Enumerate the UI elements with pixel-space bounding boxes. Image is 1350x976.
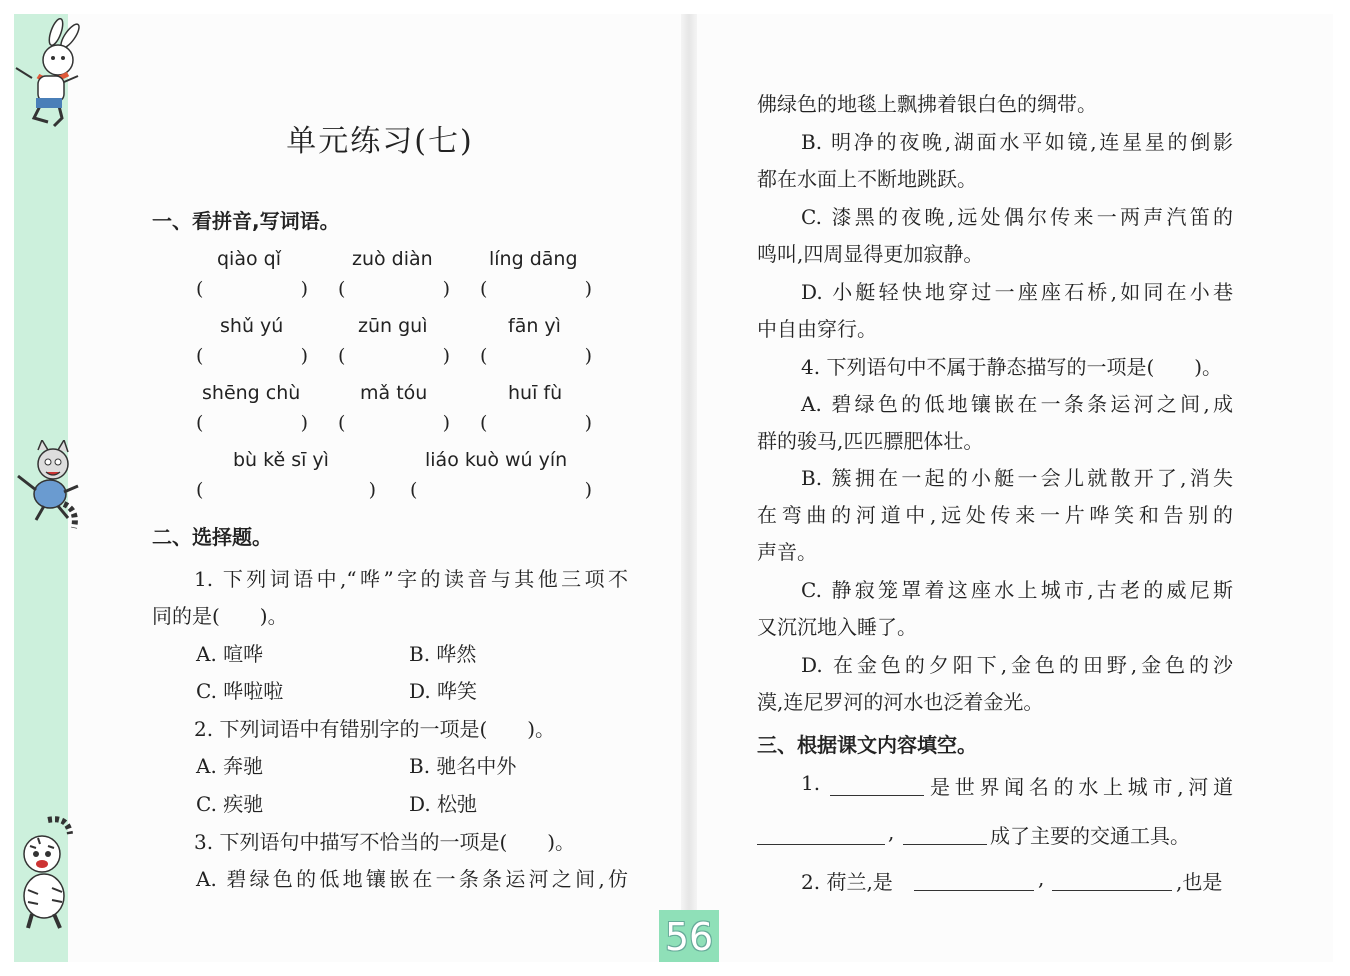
s3-q1-number: 1. — [801, 771, 821, 795]
page-title: 单元练习(七) — [286, 124, 474, 159]
q4-option-b-cont2: 声音。 — [757, 540, 817, 564]
q3-option-c-cont: 鸣叫,四周显得更加寂静。 — [757, 242, 984, 266]
q4-option-d-cont: 漠,连尼罗河的河水也泛着金光。 — [757, 690, 1044, 714]
pinyin-item: mǎ tóu — [360, 382, 428, 404]
answer-blank[interactable]: ( ) — [196, 479, 376, 501]
answer-blank[interactable]: ( ) — [196, 345, 308, 367]
s3-q1-tail: 成了主要的交通工具。 — [990, 824, 1190, 848]
pinyin-item: shǔ yú — [220, 315, 284, 337]
pinyin-item: liáo kuò wú yín — [425, 449, 568, 471]
answer-blank[interactable]: ( ) — [196, 412, 308, 434]
answer-blank[interactable]: ( ) — [410, 479, 592, 501]
q2-option-d[interactable]: D. 松弛 — [409, 792, 478, 816]
q3-option-b-cont: 都在水面上不断地跳跃。 — [757, 167, 977, 191]
pinyin-item: qiào qǐ — [217, 248, 281, 270]
s3-q1-blank-1[interactable] — [830, 777, 924, 796]
s3-q1-text: 是世界闻名的水上城市,河道 — [930, 775, 1233, 799]
q2-option-a[interactable]: A. 奔驰 — [196, 754, 264, 778]
q3-option-d-cont: 中自由穿行。 — [757, 317, 877, 341]
q1-option-c[interactable]: C. 哗啦啦 — [196, 679, 284, 703]
q2-option-c[interactable]: C. 疾驰 — [196, 792, 264, 816]
q1-stem: 1. 下列词语中,“哗”字的读音与其他三项不 — [194, 567, 628, 591]
pinyin-item: huī fù — [508, 382, 563, 404]
answer-blank[interactable]: ( ) — [480, 345, 592, 367]
s3-q2-blank-1[interactable] — [914, 872, 1034, 891]
cat-mascot-icon — [8, 440, 86, 535]
page-number: 56 — [659, 910, 719, 962]
answer-blank[interactable]: ( ) — [196, 278, 308, 300]
s3-q1-blank-2[interactable] — [757, 826, 885, 845]
section1-heading: 一、看拼音,写词语。 — [152, 209, 340, 233]
s3-q2-text: 2. 荷兰,是 — [801, 870, 893, 894]
q3-stem: 3. 下列语句中描写不恰当的一项是( )。 — [194, 830, 576, 854]
q4-option-b[interactable]: B. 簇拥在一起的小艇一会儿就散开了,消失 — [801, 466, 1233, 490]
tiger-mascot-icon — [8, 816, 86, 930]
q2-stem: 2. 下列词语中有错别字的一项是( )。 — [194, 717, 556, 741]
pinyin-item: shēng chù — [202, 382, 301, 404]
q3-option-a-cont: 佛绿色的地毯上飘拂着银白色的绸带。 — [757, 92, 1097, 116]
s3-q2-blank-2[interactable] — [1052, 872, 1172, 891]
pinyin-item: fān yì — [508, 315, 561, 337]
pinyin-item: líng dāng — [489, 248, 578, 270]
q1-option-a[interactable]: A. 喧哗 — [196, 642, 264, 666]
q1-option-b[interactable]: B. 哗然 — [409, 642, 477, 666]
q4-option-a[interactable]: A. 碧绿色的低地镶嵌在一条条运河之间,成 — [801, 392, 1233, 416]
q3-option-b[interactable]: B. 明净的夜晚,湖面水平如镜,连星星的倒影 — [801, 130, 1233, 154]
s3-q1-blank-3[interactable] — [903, 826, 987, 845]
q1-stem-cont: 同的是( )。 — [152, 604, 288, 628]
section3-heading: 三、根据课文内容填空。 — [757, 733, 977, 757]
q1-option-d[interactable]: D. 哗笑 — [409, 679, 478, 703]
answer-blank[interactable]: ( ) — [338, 345, 450, 367]
s3-q2-tail: ,也是 — [1176, 870, 1223, 894]
s3-q2-comma: , — [1038, 866, 1045, 890]
q4-stem: 4. 下列语句中不属于静态描写的一项是( )。 — [801, 355, 1223, 379]
answer-blank[interactable]: ( ) — [480, 278, 592, 300]
pinyin-item: bù kě sī yì — [233, 449, 329, 471]
answer-blank[interactable]: ( ) — [338, 278, 450, 300]
pinyin-item: zūn guì — [358, 315, 428, 337]
q2-option-b[interactable]: B. 驰名中外 — [409, 754, 517, 778]
pinyin-item: zuò diàn — [352, 248, 433, 270]
q4-option-a-cont: 群的骏马,匹匹膘肥体壮。 — [757, 429, 984, 453]
answer-blank[interactable]: ( ) — [480, 412, 592, 434]
q4-option-c[interactable]: C. 静寂笼罩着这座水上城市,古老的威尼斯 — [801, 578, 1233, 602]
q3-option-c[interactable]: C. 漆黑的夜晚,远处偶尔传来一两声汽笛的 — [801, 205, 1233, 229]
q4-option-b-cont: 在弯曲的河道中,远处传来一片哗笑和告别的 — [757, 503, 1233, 527]
q3-option-a[interactable]: A. 碧绿色的低地镶嵌在一条条运河之间,仿 — [196, 867, 628, 891]
q4-option-c-cont: 又沉沉地入睡了。 — [757, 615, 917, 639]
rabbit-mascot-icon — [8, 18, 86, 130]
section2-heading: 二、选择题。 — [152, 525, 272, 549]
q3-option-d[interactable]: D. 小艇轻快地穿过一座座石桥,如同在小巷 — [801, 280, 1233, 304]
answer-blank[interactable]: ( ) — [338, 412, 450, 434]
s3-q1-comma: , — [888, 820, 895, 844]
q4-option-d[interactable]: D. 在金色的夕阳下,金色的田野,金色的沙 — [801, 653, 1233, 677]
